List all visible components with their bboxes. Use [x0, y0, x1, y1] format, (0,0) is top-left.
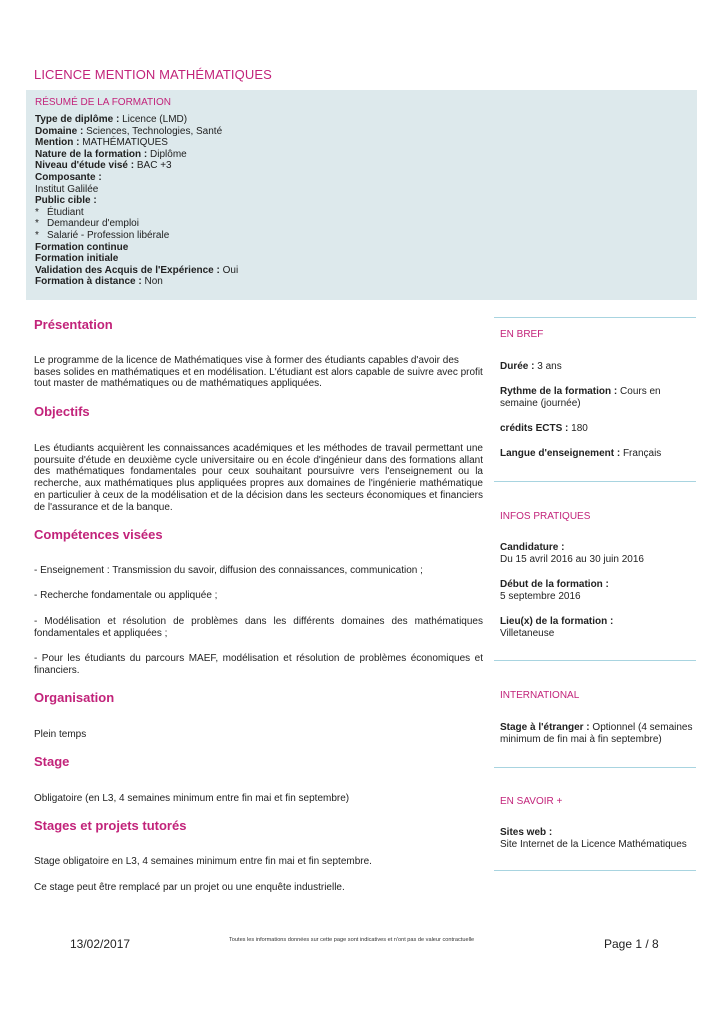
projets-text: Ce stage peut être remplacé par un projet ou une enquête industrielle. — [34, 882, 345, 893]
resume-mention: Mention : MATHÉMATIQUES — [35, 137, 168, 149]
sidebar-divider — [494, 317, 696, 318]
stage-title: Stage — [34, 754, 70, 769]
competence-item: - Modélisation et résolution de problèmes dans les différents domaines des mathématiques fondamentales et appliquées ; — [34, 616, 483, 639]
stage-etranger: Stage à l'étranger : Optionnel (4 semaines minimum de fin mai à fin septembre) — [500, 722, 693, 745]
resume-formation-continue: Formation continue — [35, 241, 129, 253]
stage-text: Obligatoire (en L3, 4 semaines minimum entre fin mai et fin septembre) — [34, 793, 350, 804]
resume-domaine: Domaine : Sciences, Technologies, Santé — [35, 125, 223, 137]
competence-item: - Recherche fondamentale ou appliquée ; — [34, 590, 218, 601]
sites-web-link[interactable]: Site Internet de la Licence Mathématiques — [500, 838, 687, 850]
sidebar-divider — [494, 870, 696, 871]
public-item: * Salarié - Profession libérale — [35, 229, 170, 241]
international-heading: INTERNATIONAL — [500, 690, 580, 701]
candidature: Candidature : Du 15 avril 2016 au 30 juin 2016 — [500, 542, 644, 565]
competence-item: - Enseignement : Transmission du savoir, diffusion des connaissances, communication ; — [34, 565, 423, 576]
competences-title: Compétences visées — [34, 527, 163, 542]
projets-text: Stage obligatoire en L3, 4 semaines minimum entre fin mai et fin septembre. — [34, 856, 372, 867]
organisation-text: Plein temps — [34, 729, 87, 740]
sidebar-divider — [494, 660, 696, 661]
presentation-title: Présentation — [34, 317, 113, 332]
ects: crédits ECTS : 180 — [500, 423, 588, 434]
sidebar-divider — [494, 767, 696, 768]
footer-date: 13/02/2017 — [70, 937, 131, 951]
footer-page-number: Page 1 / 8 — [604, 937, 659, 951]
organisation-title: Organisation — [34, 690, 115, 705]
presentation-text: Le programme de la licence de Mathématiques vise à former des étudiants capables d'avoir des bases solides en mathématiques et en modélisation. L'étudiant est alors capable de suivre avec profit tout master de mathématiques ou de mathématiques appliquées. — [34, 355, 483, 390]
public-item: * Étudiant — [35, 206, 84, 218]
competence-item: - Pour les étudiants du parcours MAEF, modélisation et résolution de problèmes économiques et financiers. — [34, 653, 483, 676]
resume-formation-initiale: Formation initiale — [35, 253, 119, 265]
duree: Durée : 3 ans — [500, 361, 562, 372]
resume-public: Public cible : — [35, 195, 97, 207]
resume-niveau: Niveau d'étude visé : BAC +3 — [35, 160, 172, 172]
infos-heading: INFOS PRATIQUES — [500, 511, 591, 522]
sidebar-divider — [494, 481, 696, 482]
savoir-heading: EN SAVOIR + — [500, 796, 563, 807]
resume-vae: Validation des Acquis de l'Expérience : Oui — [35, 264, 239, 276]
resume-distance: Formation à distance : Non — [35, 276, 163, 288]
resume-type: Type de diplôme : Licence (LMD) — [35, 114, 188, 125]
resume-composante-value: Institut Galilée — [35, 183, 99, 195]
footer-note: Toutes les informations données sur cette page sont indicatives et n'ont pas de valeur contractuelle — [229, 937, 475, 943]
projets-title: Stages et projets tutorés — [34, 818, 187, 833]
resume-composante: Composante : — [35, 171, 102, 183]
resume-nature: Nature de la formation : Diplôme — [35, 148, 187, 160]
debut-formation: Début de la formation : 5 septembre 2016 — [500, 579, 609, 602]
resume-list — [35, 114, 238, 288]
langue: Langue d'enseignement : Français — [500, 448, 662, 459]
resume-heading: RÉSUMÉ DE LA FORMATION — [35, 97, 171, 108]
lieu-formation: Lieu(x) de la formation : Villetaneuse — [500, 616, 614, 639]
public-item: * Demandeur d'emploi — [35, 218, 139, 230]
en-bref-heading: EN BREF — [500, 329, 544, 340]
objectifs-title: Objectifs — [34, 404, 90, 419]
objectifs-text: Les étudiants acquièrent les connaissances académiques et les méthodes de travail permettant une poursuite d'étude en deuxième cycle universitaire ou en école d'ingénieur dans des formations allant des mathématiques fondamentales pour ceux souhaitant poursuivre vers l'enseignement ou la recherche, aux mathématiques plus appliquées propres aux domaines de l'ingénierie mathématique en particulier à ceux de la modélisation et de la décision dans les secteurs économiques et financiers de l'assurance et de la banque. — [34, 443, 483, 513]
rythme: Rythme de la formation : Cours en semaine (journée) — [500, 386, 661, 409]
page-title: LICENCE MENTION MATHÉMATIQUES — [34, 67, 272, 82]
sites-web: Sites web : Site Internet de la Licence Mathématiques — [500, 827, 687, 850]
